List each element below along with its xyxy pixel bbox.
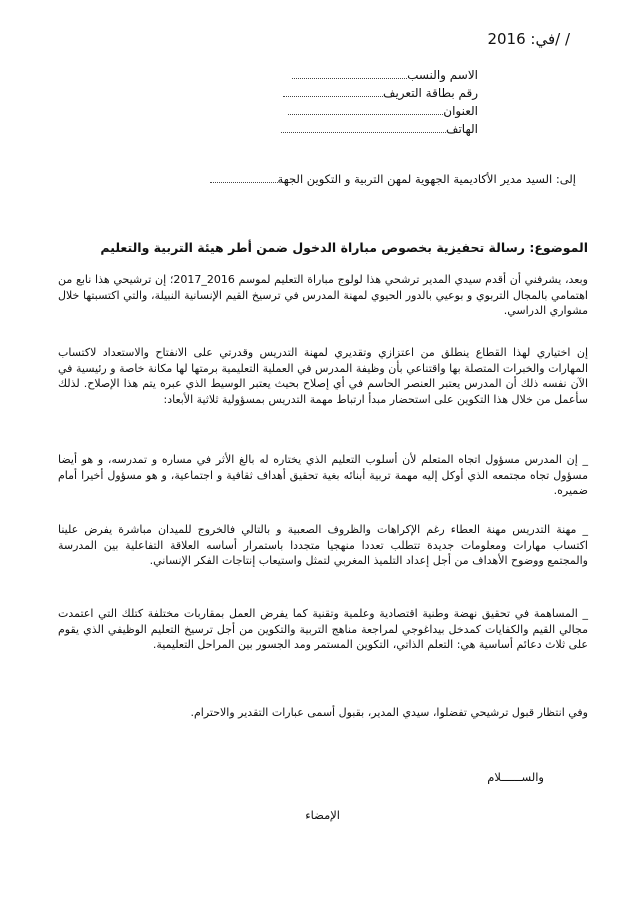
name-label: الاسم والنسب <box>407 68 478 82</box>
phone-label: الهاتف <box>446 122 478 136</box>
id-dotted-line <box>283 86 383 97</box>
paragraph-responsibility-2: _ مهنة التدريس مهنة العطاء رغم الإكراهات والظروف الصعبية و بالتالي فالخروج للميدان مباشرة يفرض علينا اكتساب مهارات ومعلومات جديدة تتطلب تعددا منهجيا متجددا باستمرار أساسه العلاقة التفاعلية بين المدرسة والمجتمع ووضوح الأهداف من أجل إعداد التلميذ المغربي لتمثل واستيعاب إنتاجات الفكر الإنساني. <box>58 523 588 567</box>
recipient-text: إلى: السيد مدير الأكاديمية الجهوية لمهن التربية و التكوين الجهة <box>277 172 576 186</box>
paragraph-motivation: إن اختياري لهذا القطاع ينطلق من اعتزازي وتقديري لمهنة التدريس وقدرتي على الانفتاح والاستعداد لاكتساب المهارات والخبرات المتصلة بها واقتناعي بأن وظيفة المدرس في العملية التعليمية برمتها لها مكانة خاصة و رئيسية في الآن نفسه ذلك أن المدرس يعتبر العنصر الحاسم في أي إصلاح بحيث يعتبر الوسيط الذي عبره يتم هذا الإصلاح. لذلك سأعمل من خلال هذا التكوين على استحضار مبدأ ارتباط مهمة التدريس بمسؤولية ثلاثية الأبعاد: <box>58 346 588 406</box>
sender-field-name <box>292 68 478 82</box>
name-dotted-line <box>292 68 407 79</box>
recipient-line <box>210 172 576 186</box>
recipient-dotted-line <box>210 172 278 183</box>
paragraph-responsibility-1: _ إن المدرس مسؤول اتجاه المتعلم لأن أسلوب التعليم الذي يختاره له بالغ الأثر في مساره و تمدرسه، و هو أيضا مسؤول تجاه مجتمعه الذي أوكل إليه مهمة تربية أبنائه بغية تحقيق أهداف ثقافية و اجتماعية، و هو مسؤول أخيرا أمام ضميره. <box>58 453 588 497</box>
sender-field-address <box>288 104 478 118</box>
phone-dotted-line <box>281 122 446 133</box>
paragraph-responsibility-3: _ المساهمة في تحقيق نهضة وطنية اقتصادية وعلمية وتقنية كما يفرض العمل بمقاربات مختلفة كتلك التي اعتمدت مجالي القيم والكفايات كمدخل بيداغوجي لمراجعة مناهج التربية والتكوين من أجل ترسيخ التعليم الوظيفي الذي يقوم على ثلاث دعائم أساسية هي: التعلم الذاتي، التكوين المستمر ومد الجسور بين المراحل التعليمية. <box>58 607 588 651</box>
address-label: العنوان <box>443 104 478 118</box>
sender-field-phone <box>281 122 478 136</box>
id-card-label: رقم بطاقة التعريف <box>383 86 478 100</box>
paragraph-closing: وفي انتظار قبول ترشيحي تفضلوا، سيدي المدير، بقبول أسمى عبارات التقدير والاحترام. <box>190 706 588 719</box>
address-dotted-line <box>288 104 443 115</box>
subject-line: الموضوع: رسالة تحفيزية بخصوص مباراة الدخول ضمن أطر هيئة التربية والتعليم <box>100 240 588 255</box>
paragraph-intro: وبعد، يشرفني أن أقدم سيدي المدير ترشحي هذا لولوج مباراة التعليم لموسم 2016_2017؛ إن ترشيحي هذا نابع من اهتمامي بالمجال التربوي و بوعيي بالدور الحيوي لمهنة المدرس في ترسيخ القيم الإنسانية النبيلة، والتي اكتسبتها خلال مشواري الدراسي. <box>58 273 588 317</box>
signature-label: الإمضاء <box>305 808 340 822</box>
date-line: / /في: 2016 <box>487 30 570 48</box>
salutation: والســــــلام <box>487 770 544 784</box>
sender-field-id <box>283 86 478 100</box>
